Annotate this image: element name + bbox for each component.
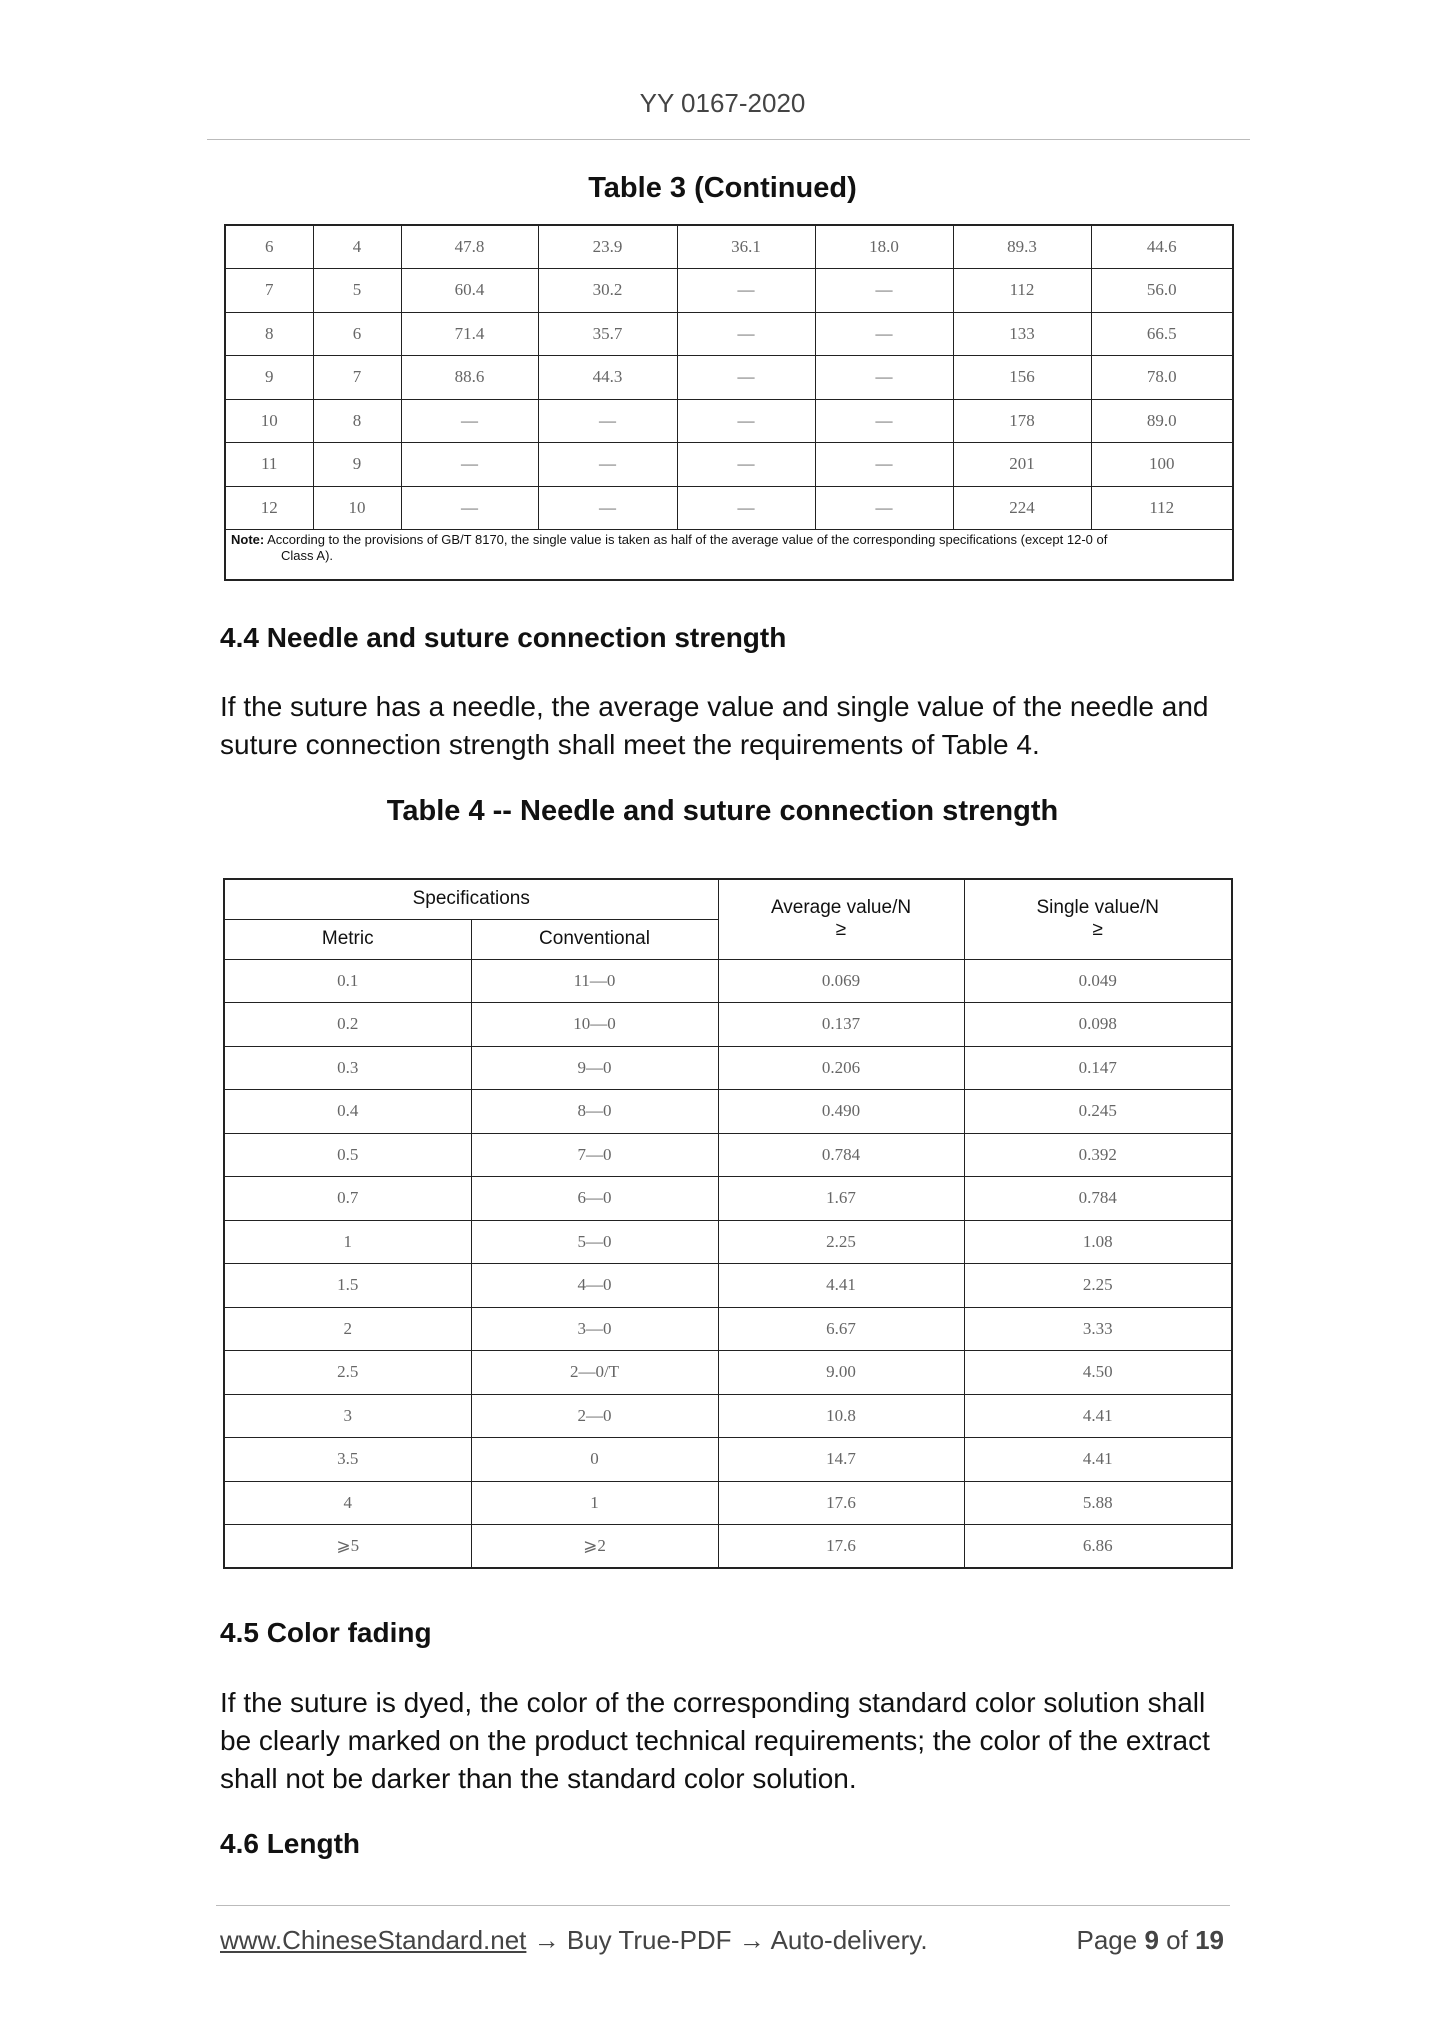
table-cell: 4.50 — [964, 1351, 1232, 1395]
table-cell: — — [538, 486, 677, 530]
table-row — [224, 1351, 1232, 1395]
table-cell: 30.2 — [538, 269, 677, 313]
table-cell: 0.206 — [718, 1046, 964, 1090]
table-row — [224, 1133, 1232, 1177]
table-cell: 7 — [313, 356, 401, 400]
table-cell: — — [538, 399, 677, 443]
section-4-4-paragraph: If the suture has a needle, the average value and single value of the needle and suture connection strength shall meet the requirements of Table 4. — [220, 691, 1209, 760]
table-cell: 8 — [313, 399, 401, 443]
table-cell: 2.25 — [718, 1220, 964, 1264]
header-divider — [207, 139, 1250, 140]
table-cell: 14.7 — [718, 1438, 964, 1482]
table-cell: — — [815, 486, 953, 530]
table-cell: 23.9 — [538, 225, 677, 269]
table-cell: — — [677, 486, 815, 530]
table-cell: — — [401, 486, 538, 530]
table-row — [225, 486, 1233, 530]
table-row — [225, 399, 1233, 443]
table-cell: 0.784 — [718, 1133, 964, 1177]
table-cell: 17.6 — [718, 1481, 964, 1525]
table-cell: 12 — [225, 486, 313, 530]
table-cell: 3 — [224, 1394, 471, 1438]
footer-divider — [216, 1905, 1230, 1906]
table-cell: 18.0 — [815, 225, 953, 269]
table-cell: 4.41 — [964, 1394, 1232, 1438]
table-cell: 2—0/T — [471, 1351, 718, 1395]
table-cell: 0.5 — [224, 1133, 471, 1177]
table-cell: 1.67 — [718, 1177, 964, 1221]
table-cell: ⩾5 — [224, 1525, 471, 1569]
table-cell: 56.0 — [1091, 269, 1233, 313]
table-cell: — — [815, 269, 953, 313]
table-cell: 0.490 — [718, 1090, 964, 1134]
table-row — [224, 1525, 1232, 1569]
table4-title: Table 4 -- Needle and suture connection strength — [386, 795, 1059, 827]
page-indicator: Page 9 of 19 — [1076, 1925, 1224, 1955]
table-row — [224, 1177, 1232, 1221]
table-cell: 6 — [225, 225, 313, 269]
table-cell: 11—0 — [471, 959, 718, 1003]
table-cell: 44.6 — [1091, 225, 1233, 269]
table-cell: — — [815, 356, 953, 400]
table-cell: 66.5 — [1091, 312, 1233, 356]
website-link[interactable]: www.ChineseStandard.net — [220, 1925, 527, 1955]
table-cell: 60.4 — [401, 269, 538, 313]
table-row — [224, 1003, 1232, 1047]
table-cell: 9—0 — [471, 1046, 718, 1090]
table-row — [225, 443, 1233, 487]
table-cell: 1 — [224, 1220, 471, 1264]
table-cell: 7 — [225, 269, 313, 313]
table-cell: 10.8 — [718, 1394, 964, 1438]
table-cell: 35.7 — [538, 312, 677, 356]
table-cell: 8 — [225, 312, 313, 356]
table-cell: 7—0 — [471, 1133, 718, 1177]
header-specifications: Specifications — [224, 879, 718, 919]
note-text: According to the provisions of GB/T 8170, the single value is taken as half of the average value of the corresponding specifications (except 12-0 of — [267, 532, 1108, 547]
header-metric: Metric — [224, 919, 471, 959]
table-cell: 3—0 — [471, 1307, 718, 1351]
table-cell: 2—0 — [471, 1394, 718, 1438]
table-cell: 4—0 — [471, 1264, 718, 1308]
table-cell: ⩾2 — [471, 1525, 718, 1569]
table-cell: 4 — [313, 225, 401, 269]
table-cell: 78.0 — [1091, 356, 1233, 400]
table-row — [225, 356, 1233, 400]
table-cell: 0.049 — [964, 959, 1232, 1003]
table-cell: 36.1 — [677, 225, 815, 269]
note-text-cont: Class A). — [281, 548, 334, 563]
table-cell: — — [677, 269, 815, 313]
table3 — [224, 224, 1234, 581]
table-cell: 4.41 — [718, 1264, 964, 1308]
table-cell: 178 — [953, 399, 1091, 443]
table-cell: 44.3 — [538, 356, 677, 400]
header-average: Average value/N ≥ — [718, 879, 964, 959]
table-cell: — — [815, 443, 953, 487]
table-cell: 0.784 — [964, 1177, 1232, 1221]
table-cell: 2.25 — [964, 1264, 1232, 1308]
table-cell: 89.3 — [953, 225, 1091, 269]
table-cell: 2 — [224, 1307, 471, 1351]
table-cell: 112 — [953, 269, 1091, 313]
table-row — [225, 225, 1233, 269]
table-row — [224, 959, 1232, 1003]
table-cell: 9 — [225, 356, 313, 400]
table-cell: 1 — [471, 1481, 718, 1525]
note-label: Note: — [231, 532, 265, 547]
table-row — [224, 1394, 1232, 1438]
table-cell: 100 — [1091, 443, 1233, 487]
table-cell: — — [401, 443, 538, 487]
table-cell: 9 — [313, 443, 401, 487]
table-cell: 0.4 — [224, 1090, 471, 1134]
table-cell: 11 — [225, 443, 313, 487]
table-row — [225, 312, 1233, 356]
table-cell: 5 — [313, 269, 401, 313]
table-cell: 4 — [224, 1481, 471, 1525]
table-cell: — — [677, 443, 815, 487]
table-cell: 0.245 — [964, 1090, 1232, 1134]
table-cell: — — [677, 312, 815, 356]
table-row — [224, 1481, 1232, 1525]
table-cell: — — [401, 399, 538, 443]
section-4-5-paragraph: If the suture is dyed, the color of the corresponding standard color solution shall be clearly marked on the product technical requirements; the color of the extract shall not be darker than the standard color solution. — [220, 1687, 1210, 1794]
table-row — [224, 1046, 1232, 1090]
table-row — [224, 1090, 1232, 1134]
header-conventional: Conventional — [471, 919, 718, 959]
table-cell: 8—0 — [471, 1090, 718, 1134]
table-cell: 5—0 — [471, 1220, 718, 1264]
table-cell: 6—0 — [471, 1177, 718, 1221]
table3-note — [225, 530, 1233, 580]
section-4-5-heading: 4.5 Color fading — [220, 1617, 432, 1648]
table-cell: 0.1 — [224, 959, 471, 1003]
table-cell: 201 — [953, 443, 1091, 487]
table-cell: 6 — [313, 312, 401, 356]
section-4-6-heading: 4.6 Length — [220, 1828, 361, 1859]
table-cell: 0.3 — [224, 1046, 471, 1090]
table-cell: — — [815, 312, 953, 356]
table-cell: 0.2 — [224, 1003, 471, 1047]
table-cell: 0.147 — [964, 1046, 1232, 1090]
table-cell: 156 — [953, 356, 1091, 400]
table-row — [224, 1307, 1232, 1351]
table-cell: 3.33 — [964, 1307, 1232, 1351]
table-cell: 6.67 — [718, 1307, 964, 1351]
table-cell: 10 — [225, 399, 313, 443]
table-cell: 88.6 — [401, 356, 538, 400]
header-single: Single value/N ≥ — [964, 879, 1232, 959]
table-row — [225, 269, 1233, 313]
table-cell: 1.08 — [964, 1220, 1232, 1264]
table-cell: 133 — [953, 312, 1091, 356]
table3-title: Table 3 (Continued) — [588, 172, 857, 204]
table-cell: 0.392 — [964, 1133, 1232, 1177]
table-cell: 224 — [953, 486, 1091, 530]
table-row — [224, 1220, 1232, 1264]
table-cell: 1.5 — [224, 1264, 471, 1308]
table-cell: — — [815, 399, 953, 443]
section-4-4-heading: 4.4 Needle and suture connection strength — [220, 622, 787, 653]
table-row — [224, 1438, 1232, 1482]
table-cell: 89.0 — [1091, 399, 1233, 443]
table-row — [224, 1264, 1232, 1308]
footer-text: → Buy True-PDF → Auto-delivery. — [526, 1925, 928, 1955]
table-cell: 0 — [471, 1438, 718, 1482]
table-cell: 9.00 — [718, 1351, 964, 1395]
table-cell: 0.137 — [718, 1003, 964, 1047]
table-cell: 0.7 — [224, 1177, 471, 1221]
table-cell: 10—0 — [471, 1003, 718, 1047]
table-cell: 3.5 — [224, 1438, 471, 1482]
table-cell: 0.098 — [964, 1003, 1232, 1047]
table-cell: 6.86 — [964, 1525, 1232, 1569]
table-cell: — — [538, 443, 677, 487]
table-cell: 112 — [1091, 486, 1233, 530]
table-cell: 17.6 — [718, 1525, 964, 1569]
table-cell: 0.069 — [718, 959, 964, 1003]
table4 — [223, 878, 1233, 1569]
table-cell: — — [677, 399, 815, 443]
table-cell: 47.8 — [401, 225, 538, 269]
table-cell: 10 — [313, 486, 401, 530]
table-cell: 71.4 — [401, 312, 538, 356]
table-cell: 5.88 — [964, 1481, 1232, 1525]
table-cell: 4.41 — [964, 1438, 1232, 1482]
table-cell: — — [677, 356, 815, 400]
footer — [220, 1925, 1230, 1956]
document-id-header: YY 0167-2020 — [639, 88, 806, 118]
table-cell: 2.5 — [224, 1351, 471, 1395]
